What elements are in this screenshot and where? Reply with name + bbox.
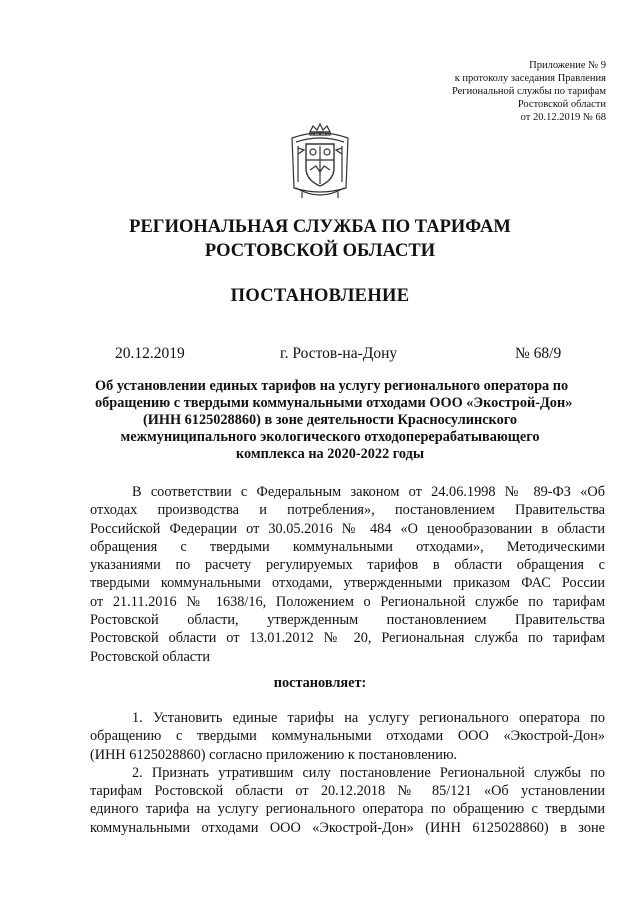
- document-city: г. Ростов-на-Дону: [280, 345, 398, 362]
- preamble-line: обращения с твердыми коммунальными отходами», Методическими: [90, 538, 605, 555]
- item-line: коммунальными отходами ООО «Экострой-Дон» (ИНН 6125028860) в зоне: [90, 819, 605, 836]
- item-line: 2. Признать утратившим силу постановление Региональной службы по: [132, 764, 605, 781]
- document-type: ПОСТАНОВЛЕНИЕ: [230, 286, 410, 306]
- item-line: 1. Установить единые тарифы на услугу регионального оператора по: [132, 710, 605, 726]
- subject-line: комплекса на 2020-2022 годы: [235, 446, 425, 462]
- preamble-line: отходах производства и потребления», постановлением Правительства: [90, 502, 605, 519]
- organization-title: [0, 215, 640, 263]
- preamble-line: В соответствии с Федеральным законом от 24.06.1998 № 89-ФЗ «Об: [132, 484, 605, 500]
- subject-line: (ИНН 6125028860) в зоне деятельности Красносулинского: [142, 412, 518, 428]
- preamble-line: Российской Федерации от 30.05.2016 № 484 «О ценообразовании в области: [90, 520, 605, 537]
- preamble-paragraph: [90, 483, 605, 666]
- document-subject: [95, 378, 573, 463]
- org-line-1: РЕГИОНАЛЬНАЯ СЛУЖБА ПО ТАРИФАМ: [129, 217, 511, 237]
- document-date: 20.12.2019: [115, 345, 185, 362]
- item-line: единого тарифа на услугу регионального оператора по обращению с твердыми: [90, 801, 605, 818]
- preamble-line: Ростовской области от 13.01.2012 № 20, Региональная служба по тарифам: [90, 630, 605, 647]
- item-line: обращению с твердыми коммунальными отходами ООО «Экострой-Дон»: [90, 728, 605, 745]
- annex-line: Региональной службы по тарифам: [451, 86, 606, 97]
- document-number: № 68/9: [515, 345, 562, 362]
- subject-line: обращению с твердыми коммунальными отходами ООО «Экострой-Дон»: [95, 395, 573, 411]
- annex-line: к протоколу заседания Правления: [454, 73, 606, 84]
- resolution-items: [90, 709, 605, 837]
- item-line: тарифам Ростовской области от 20.12.2018 № 85/121 «Об установлении: [90, 783, 605, 800]
- subject-line: Об установлении единых тарифов на услугу регионального оператора по: [95, 378, 569, 394]
- annex-line: от 20.12.2019 № 68: [520, 112, 606, 123]
- resolves-heading: постановляет:: [273, 675, 367, 691]
- preamble-line: указаниями по расчету регулируемых тарифов в области обращения с: [90, 557, 605, 574]
- preamble-line: Ростовской области: [90, 648, 211, 665]
- annex-reference: [366, 59, 606, 124]
- annex-line: Приложение № 9: [529, 60, 606, 71]
- preamble-line: от 21.11.2016 № 1638/16, Положением о Региональной службе по тарифам: [90, 593, 605, 610]
- item-line: (ИНН 6125028860) согласно приложению к постановлению.: [90, 746, 458, 763]
- org-line-2: РОСТОВСКОЙ ОБЛАСТИ: [204, 241, 436, 261]
- annex-line: Ростовской области: [517, 99, 606, 110]
- coat-of-arms-icon: [284, 122, 356, 202]
- preamble-line: твердыми коммунальными отходами, утвержденными приказом ФАС России: [90, 575, 605, 592]
- preamble-line: Ростовской области, утвержденным постановлением Правительства: [90, 612, 605, 629]
- subject-line: межмуниципального экологического отходоперерабатывающего: [120, 429, 540, 445]
